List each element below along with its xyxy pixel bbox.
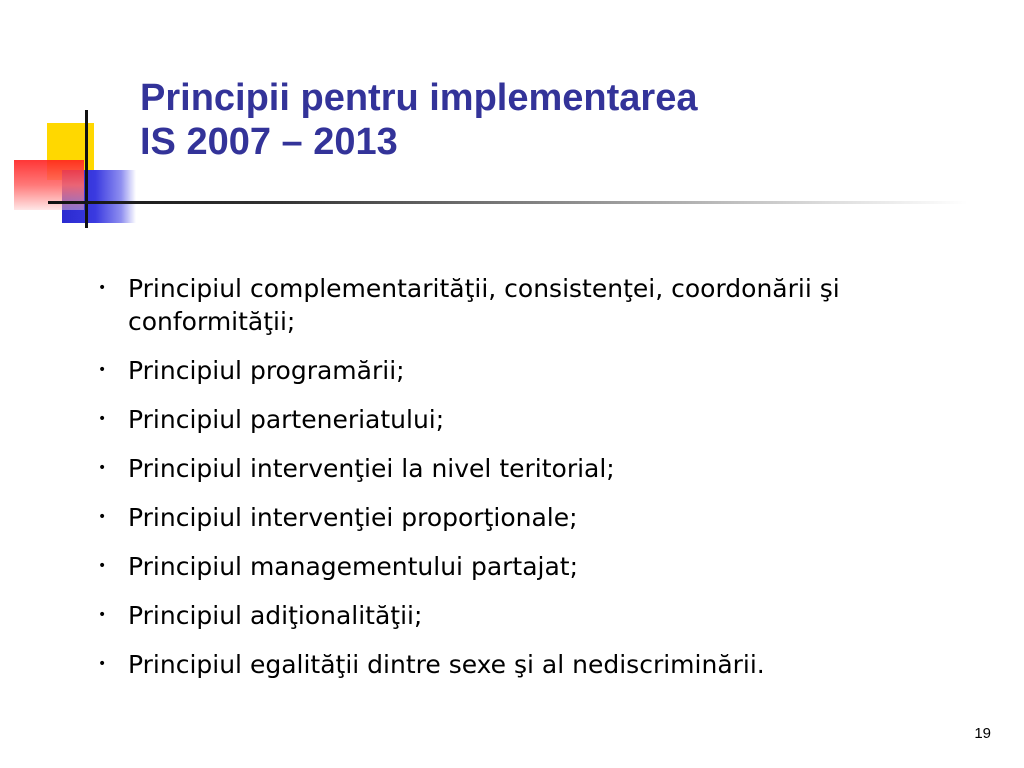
bullet-icon: •: [98, 280, 107, 296]
bullet-item: [96, 599, 996, 632]
bullet-item: [96, 501, 996, 534]
bullet-text: Principiul egalităţii dintre sexe şi al nediscriminării.: [128, 650, 765, 679]
bullet-icon: •: [98, 558, 107, 574]
slide-title: [140, 76, 697, 164]
bullet-item: [96, 452, 996, 485]
title-underline: [48, 201, 968, 204]
bullet-icon: •: [98, 607, 107, 623]
bullet-item: [96, 272, 996, 338]
slide-title-line-1: Principii pentru implementarea: [140, 77, 698, 119]
bullet-list: [96, 272, 996, 697]
bullet-item: [96, 403, 996, 436]
bullet-icon: •: [98, 656, 107, 672]
bullet-text: Principiul parteneriatului;: [128, 405, 445, 434]
bullet-text: Principiul programării;: [128, 356, 405, 385]
bullet-icon: •: [98, 362, 107, 378]
bullet-text: Principiul adiţionalităţii;: [128, 601, 423, 630]
logo-vertical-line: [85, 110, 88, 228]
page-number: 19: [974, 725, 991, 742]
bullet-text: Principiul complementarităţii, consistenţei, coordonării şi conformităţii;: [128, 274, 840, 336]
bullet-icon: •: [98, 460, 107, 476]
bullet-item: [96, 550, 996, 583]
bullet-icon: •: [98, 509, 107, 525]
bullet-item: [96, 354, 996, 387]
bullet-text: Principiul intervenţiei proporţionale;: [128, 503, 578, 532]
bullet-text: Principiul managementului partajat;: [128, 552, 579, 581]
bullet-item: [96, 648, 996, 681]
slide-title-line-2: IS 2007 – 2013: [140, 121, 398, 163]
bullet-text: Principiul intervenţiei la nivel teritorial;: [128, 454, 615, 483]
bullet-icon: •: [98, 411, 107, 427]
